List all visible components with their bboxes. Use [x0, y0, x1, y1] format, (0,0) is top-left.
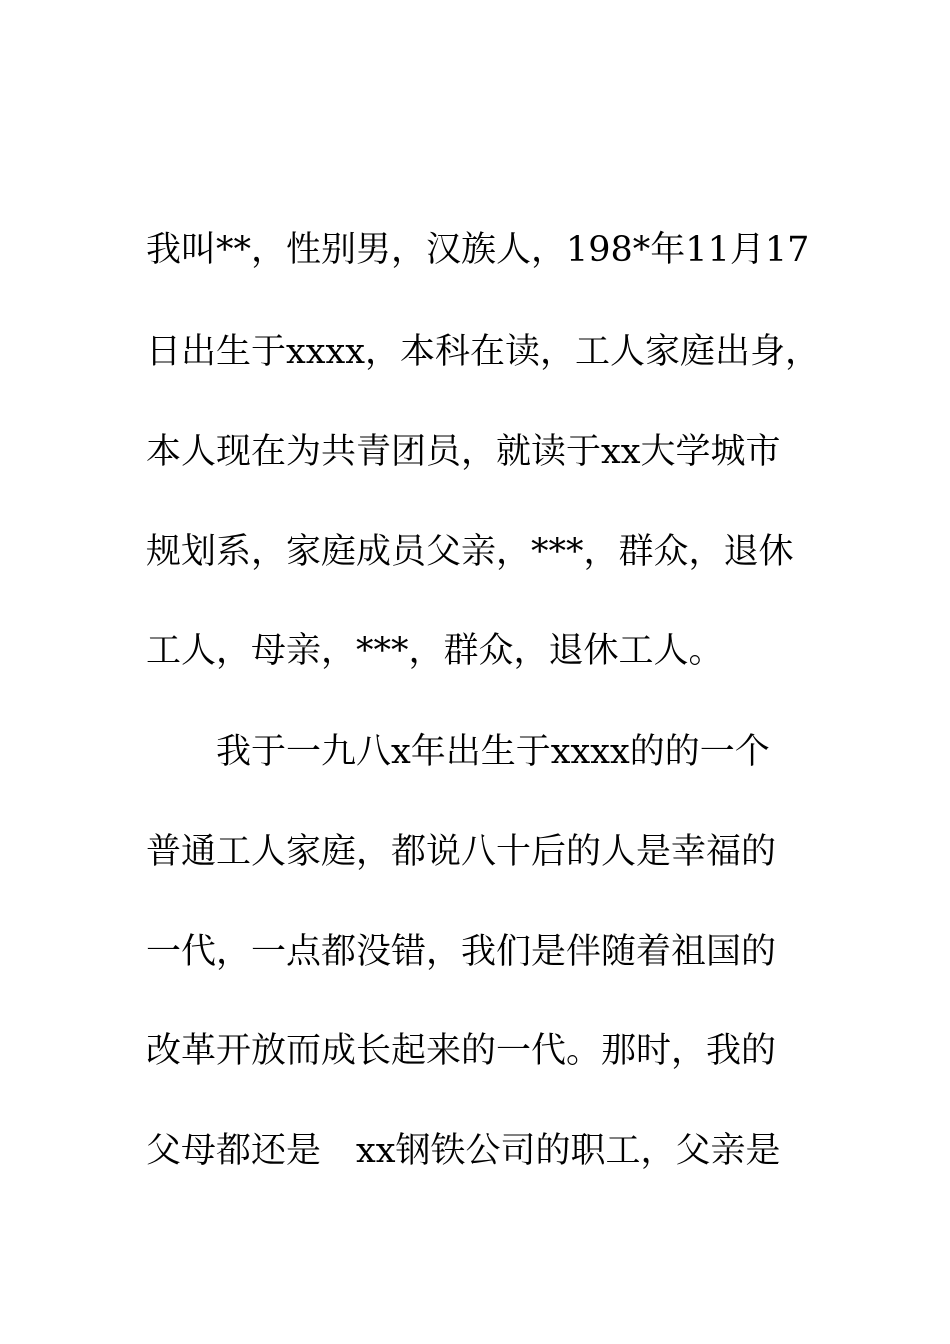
text-line: 本人现在为共青团员，就读于xx大学城市	[146, 432, 781, 472]
text-line: 日出生于xxxx，本科在读，工人家庭出身，	[146, 332, 820, 372]
text-line: 普通工人家庭，都说八十后的人是幸福的	[146, 832, 777, 872]
text-line: 我叫**，性别男，汉族人，198*年11月17	[146, 230, 810, 270]
text-line: 改革开放而成长起来的一代。那时，我的	[146, 1031, 777, 1071]
text-line: 一代，一点都没错，我们是伴随着祖国的	[146, 932, 777, 972]
text-line: 规划系，家庭成员父亲，***，群众，退休	[146, 532, 794, 572]
text-line: 父母都还是 xx钢铁公司的职工，父亲是	[146, 1131, 781, 1171]
paragraph-start-line: 我于一九八x年出生于xxxx的的一个	[216, 732, 770, 772]
text-line: 工人，母亲，***，群众，退休工人。	[146, 631, 724, 671]
